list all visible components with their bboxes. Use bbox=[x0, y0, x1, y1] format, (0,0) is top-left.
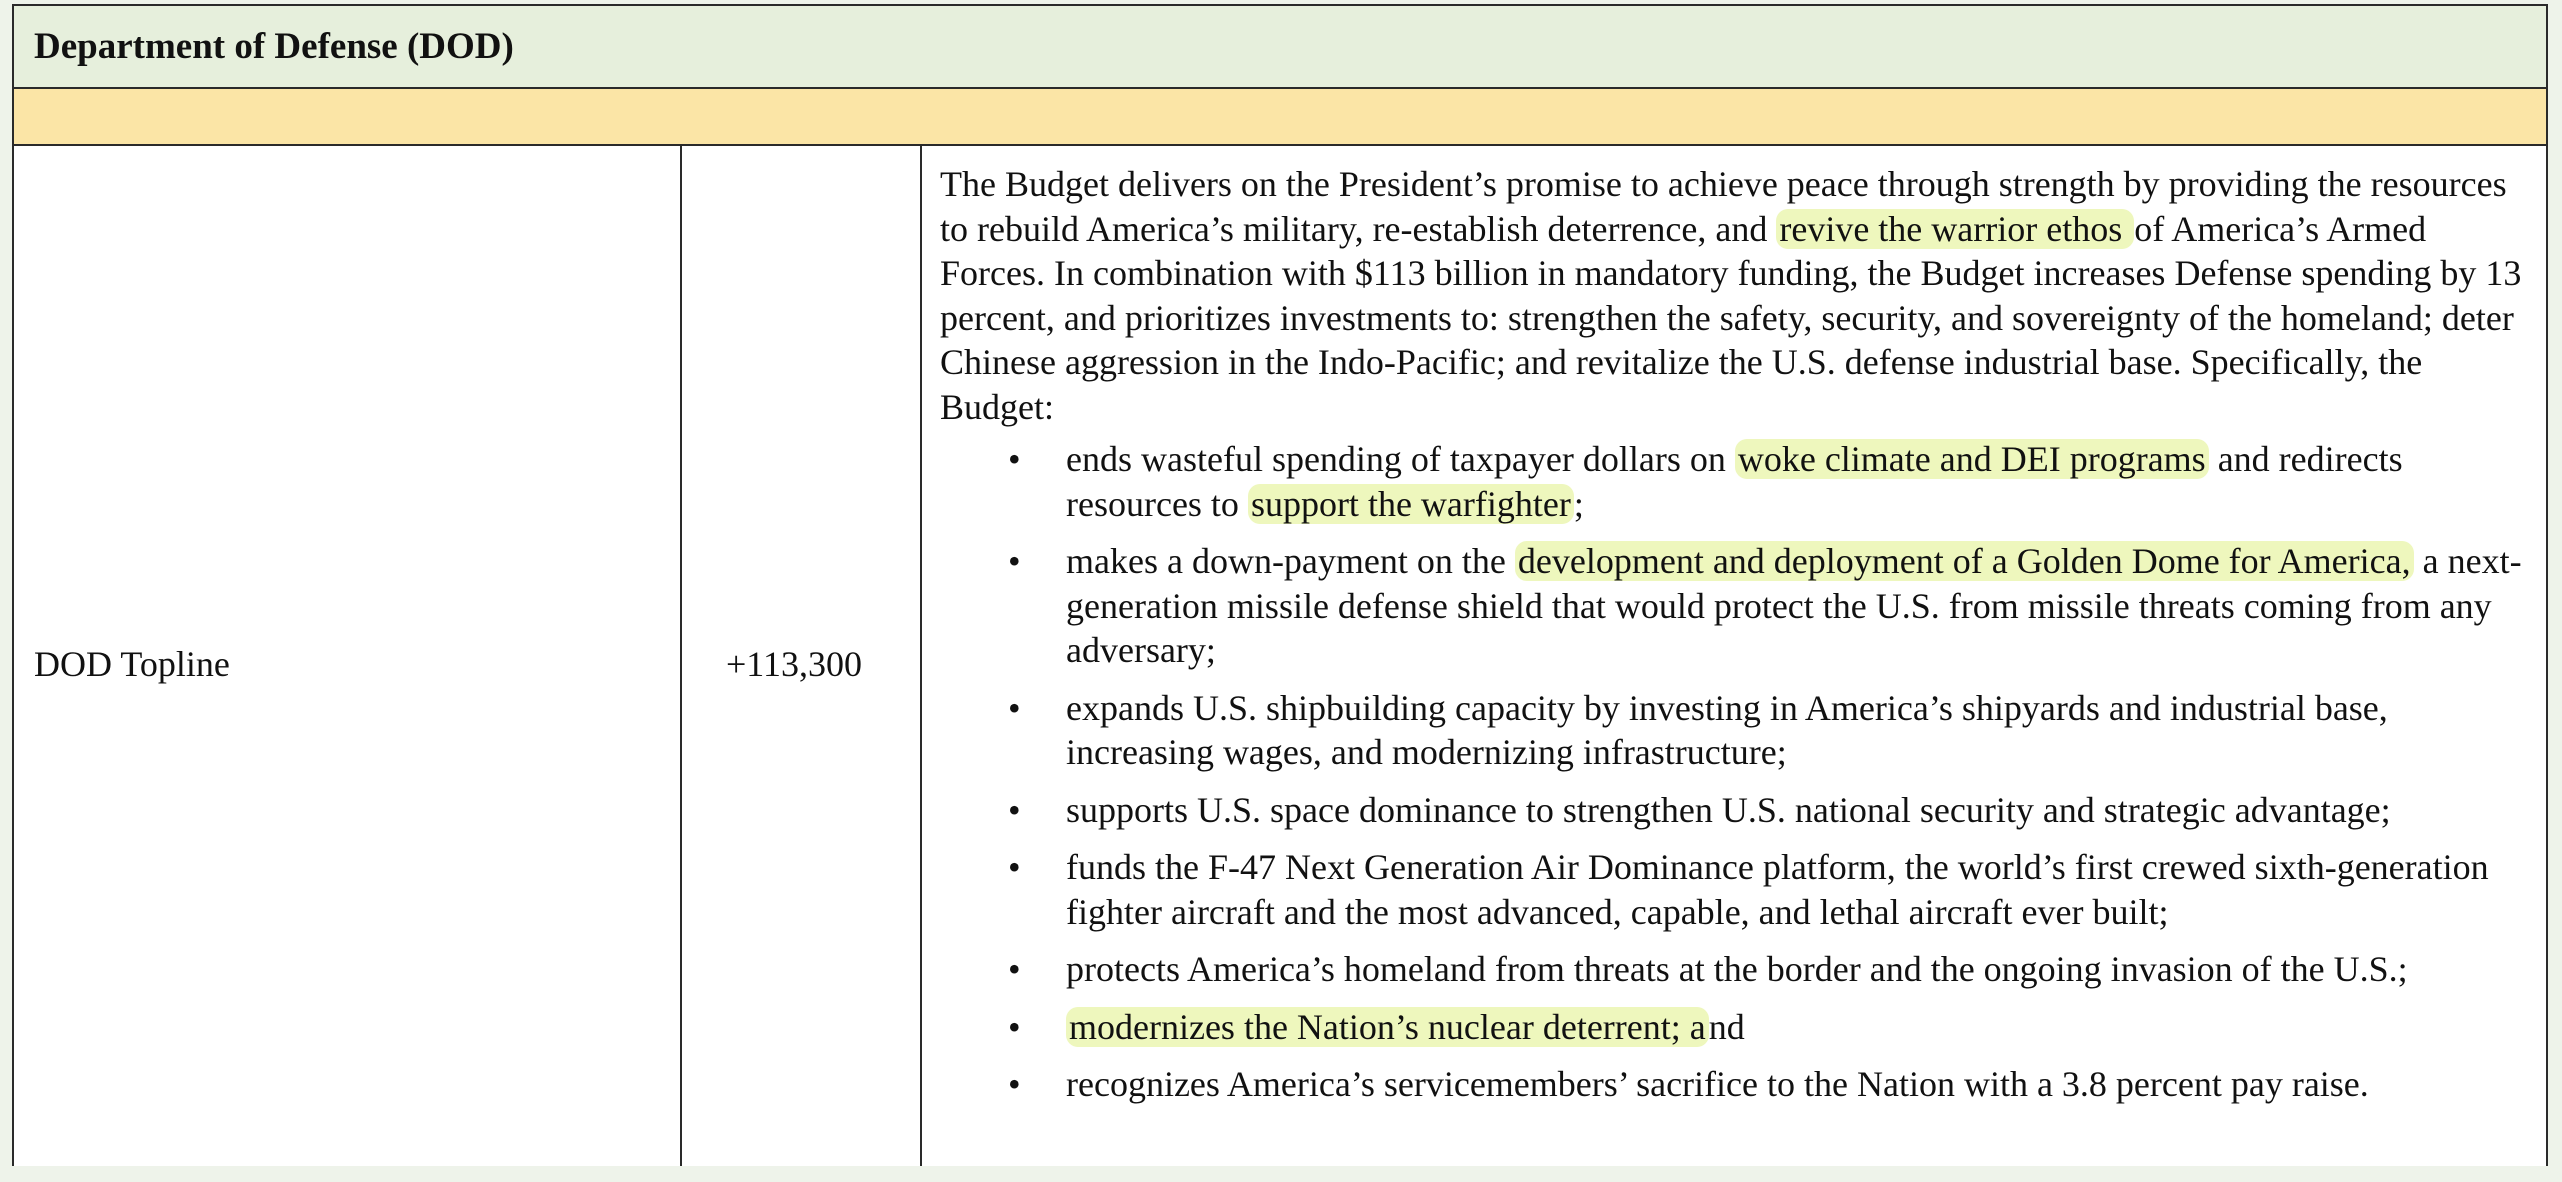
bullet-list bbox=[940, 437, 2536, 1107]
program-name: DOD Topline bbox=[34, 644, 230, 684]
list-item bbox=[940, 788, 2536, 833]
bullet-icon: • bbox=[1008, 847, 1021, 887]
list-item bbox=[940, 437, 2536, 526]
list-item bbox=[940, 539, 2536, 673]
list-item bbox=[940, 1005, 2536, 1050]
list-item bbox=[940, 1062, 2536, 1107]
intro-text-1: The Budget delivers on the President’s promise to achieve peace through strength by providing the resources to rebuild America’s military, re-establish deterrence, and bbox=[940, 164, 2507, 249]
section-title: Department of Defense (DOD) bbox=[34, 26, 514, 67]
highlight-nuclear-deterrent: modernizes the Nation’s nuclear deterrent; a bbox=[1066, 1007, 1709, 1047]
bullet-text: a next-generation missile defense shield that would protect the U.S. from missile threats coming from any adversary; bbox=[1066, 541, 2522, 670]
bullet-icon: • bbox=[1008, 1006, 1021, 1047]
highlight-dei-programs: woke climate and DEI programs bbox=[1735, 439, 2209, 479]
bullet-icon: • bbox=[1008, 1064, 1021, 1104]
amount-value: +113,300 bbox=[726, 644, 862, 684]
bullet-icon: • bbox=[1008, 541, 1021, 581]
list-item bbox=[940, 947, 2536, 992]
table-row bbox=[14, 146, 2546, 1176]
highlight-warfighter: support the warfighter bbox=[1248, 484, 1574, 524]
bullet-text: ; bbox=[1573, 483, 1584, 524]
bullet-text: makes a down-payment on the bbox=[1066, 541, 1515, 581]
bullet-text: funds the F-47 Next Generation Air Dominance platform, the world’s first crewed sixth-generation fighter aircraft and the most advanced, capable, and lethal aircraft ever built; bbox=[1066, 847, 2489, 932]
amount-cell bbox=[682, 146, 922, 1176]
bullet-text: supports U.S. space dominance to strengthen U.S. national security and strategic advantage; bbox=[1066, 789, 2391, 830]
bullet-text: nd bbox=[1708, 1006, 1745, 1047]
bullet-text: expands U.S. shipbuilding capacity by investing in America’s shipyards and industrial base, increasing wages, and modernizing infrastructure; bbox=[1066, 687, 2388, 772]
bullet-text: and redirects resources to bbox=[1066, 439, 2403, 524]
description-cell bbox=[922, 146, 2546, 1176]
section-header bbox=[14, 6, 2546, 89]
program-name-cell bbox=[14, 146, 682, 1176]
bullet-text: recognizes America’s servicemembers’ sacrifice to the Nation with a 3.8 percent pay raise. bbox=[1066, 1064, 2369, 1104]
budget-table bbox=[12, 4, 2548, 1176]
bullet-text: protects America’s homeland from threats at the border and the ongoing invasion of the U.S.; bbox=[1066, 949, 2408, 989]
list-item bbox=[940, 845, 2536, 934]
page-bottom-edge bbox=[0, 1166, 2562, 1182]
intro-paragraph bbox=[940, 162, 2536, 429]
highlight-warrior-ethos: revive the warrior ethos bbox=[1776, 209, 2134, 249]
bullet-icon: • bbox=[1008, 439, 1021, 479]
bullet-icon: • bbox=[1008, 789, 1021, 830]
bullet-text: ends wasteful spending of taxpayer dollars on bbox=[1066, 439, 1735, 479]
subheader-band bbox=[14, 89, 2546, 146]
bullet-icon: • bbox=[1008, 687, 1021, 728]
bullet-icon: • bbox=[1008, 949, 1021, 989]
list-item bbox=[940, 686, 2536, 775]
intro-text-2: of America’s Armed Forces. In combination with $113 billion in mandatory funding, the Budget increases Defense spending by 13 percent, and prioritizes investments to: strengthen the safety, security, and sovereignty of the homeland; deter Chinese aggression in the Indo-Pacific; and revitalize the U.S. defense industrial base. Specifically, the Budget: bbox=[940, 208, 2522, 427]
highlight-golden-dome: development and deployment of a Golden Dome for America, bbox=[1515, 541, 2414, 581]
